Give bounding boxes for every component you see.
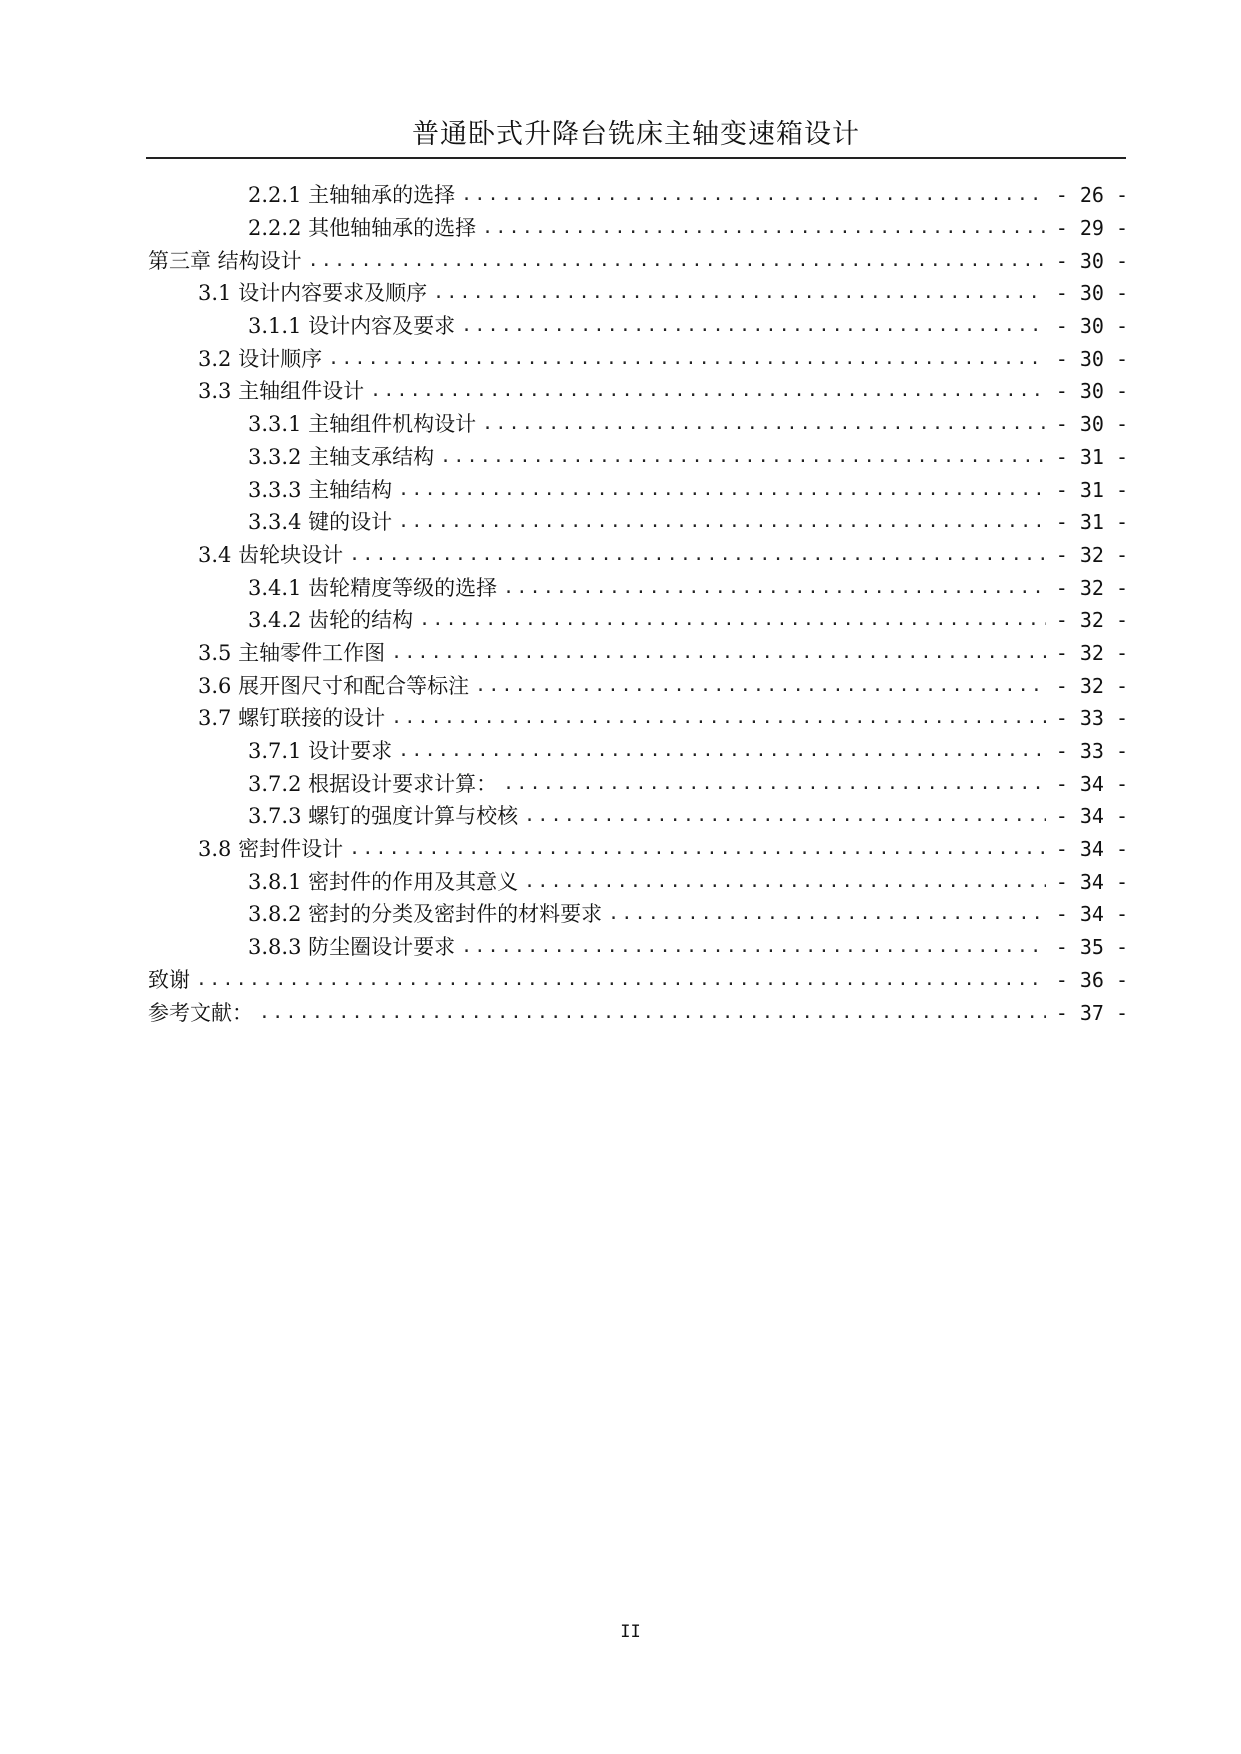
- toc-entry-page: - 31 -: [1055, 477, 1128, 502]
- toc-dot-leader: [608, 898, 1046, 930]
- toc-dot-leader: [398, 735, 1046, 767]
- toc-dot-leader: [440, 441, 1046, 473]
- toc-entry-title: 3.3.1 主轴组件机构设计: [248, 412, 477, 437]
- toc-entry[interactable]: [148, 604, 1128, 637]
- toc-entry-page: - 37 -: [1055, 1000, 1128, 1025]
- toc-dot-leader: [398, 474, 1046, 506]
- toc-entry-title: 2.2.2 其他轴轴承的选择: [248, 216, 477, 241]
- toc-dot-leader: [482, 408, 1046, 440]
- toc-entry-page: - 31 -: [1055, 510, 1128, 535]
- toc-entry[interactable]: [148, 637, 1128, 670]
- toc-entry-page: - 30 -: [1055, 281, 1128, 306]
- toc-entry-title: 致谢: [148, 967, 190, 992]
- toc-entry-title: 3.2 设计顺序: [198, 346, 323, 371]
- toc-entry-page: - 30 -: [1055, 314, 1128, 339]
- page-header-title: 普通卧式升降台铣床主轴变速箱设计: [412, 119, 860, 150]
- toc-dot-leader: [503, 768, 1046, 800]
- toc-entry-title: 3.3 主轴组件设计: [198, 379, 365, 404]
- toc-entry[interactable]: [148, 996, 1128, 1029]
- toc-entry-page: - 30 -: [1055, 346, 1128, 371]
- toc-entry[interactable]: [148, 212, 1128, 245]
- toc-dot-leader: [461, 179, 1046, 211]
- toc-entry[interactable]: [148, 539, 1128, 572]
- toc-dot-leader: [370, 375, 1046, 407]
- toc-dot-leader: [461, 931, 1046, 963]
- toc-entry[interactable]: [148, 179, 1128, 212]
- toc-dot-leader: [503, 572, 1046, 604]
- toc-entry-page: - 30 -: [1055, 412, 1128, 437]
- toc-dot-leader: [475, 670, 1046, 702]
- toc-entry-page: - 32 -: [1055, 673, 1128, 698]
- toc-entry-page: - 30 -: [1055, 248, 1128, 273]
- toc-entry-title: 参考文献：: [148, 1000, 253, 1025]
- toc-entry-title: 3.1.1 设计内容及要求: [248, 314, 456, 339]
- toc-entry-title: 3.8.3 防尘圈设计要求: [248, 935, 456, 960]
- toc-entry-title: 3.3.4 键的设计: [248, 510, 393, 535]
- toc-dot-leader: [461, 310, 1046, 342]
- toc-entry-page: - 26 -: [1055, 183, 1128, 208]
- toc-entry[interactable]: [148, 931, 1128, 964]
- header-rule: [146, 157, 1126, 159]
- toc-entry-title: 3.3.3 主轴结构: [248, 477, 393, 502]
- toc-entry[interactable]: [148, 244, 1128, 277]
- toc-entry-title: 3.4.1 齿轮精度等级的选择: [248, 575, 498, 600]
- toc-entry-page: - 34 -: [1055, 771, 1128, 796]
- toc-entry[interactable]: [148, 702, 1128, 735]
- toc-entry-title: 3.8 密封件设计: [198, 837, 344, 862]
- toc-entry-title: 3.7 螺钉联接的设计: [198, 706, 386, 731]
- toc-entry-title: 2.2.1 主轴轴承的选择: [248, 183, 456, 208]
- toc-entry-page: - 36 -: [1055, 967, 1128, 992]
- toc-entry[interactable]: [148, 277, 1128, 310]
- toc-entry[interactable]: [148, 800, 1128, 833]
- toc-entry-title: 3.6 展开图尺寸和配合等标注: [198, 673, 470, 698]
- toc-dot-leader: [328, 343, 1046, 375]
- toc-entry-page: - 32 -: [1055, 640, 1128, 665]
- toc-entry-title: 3.7.3 螺钉的强度计算与校核: [248, 804, 519, 829]
- toc-entry-page: - 31 -: [1055, 444, 1128, 469]
- toc-entry-page: - 34 -: [1055, 902, 1128, 927]
- toc-dot-leader: [482, 212, 1046, 244]
- toc-dot-leader: [398, 506, 1046, 538]
- toc-dot-leader: [524, 800, 1046, 832]
- toc-entry-page: - 30 -: [1055, 379, 1128, 404]
- toc-entry[interactable]: [148, 441, 1128, 474]
- toc-entry-title: 3.3.2 主轴支承结构: [248, 444, 435, 469]
- toc-entry-title: 3.7.2 根据设计要求计算：: [248, 771, 498, 796]
- toc-entry-title: 第三章 结构设计: [148, 248, 302, 273]
- toc-entry-page: - 32 -: [1055, 542, 1128, 567]
- toc-entry-title: 3.1 设计内容要求及顺序: [198, 281, 428, 306]
- toc-entry-page: - 29 -: [1055, 216, 1128, 241]
- toc-entry[interactable]: [148, 375, 1128, 408]
- toc-dot-leader: [391, 637, 1046, 669]
- toc-entry[interactable]: [148, 571, 1128, 604]
- toc-entry-page: - 34 -: [1055, 869, 1128, 894]
- toc-entry-title: 3.8.2 密封的分类及密封件的材料要求: [248, 902, 603, 927]
- toc-entry-title: 3.8.1 密封件的作用及其意义: [248, 869, 519, 894]
- toc-dot-leader: [524, 866, 1046, 898]
- table-of-contents: [148, 179, 1128, 1029]
- toc-entry[interactable]: [148, 898, 1128, 931]
- toc-entry[interactable]: [148, 506, 1128, 539]
- toc-entry[interactable]: [148, 342, 1128, 375]
- toc-entry-title: 3.4.2 齿轮的结构: [248, 608, 414, 633]
- toc-entry-page: - 33 -: [1055, 706, 1128, 731]
- toc-entry[interactable]: [148, 310, 1128, 343]
- toc-entry[interactable]: [148, 833, 1128, 866]
- toc-dot-leader: [308, 245, 1046, 277]
- toc-entry-page: - 35 -: [1055, 935, 1128, 960]
- toc-dot-leader: [419, 604, 1046, 636]
- toc-dot-leader: [433, 277, 1046, 309]
- toc-dot-leader: [259, 997, 1046, 1029]
- toc-entry-page: - 34 -: [1055, 837, 1128, 862]
- toc-entry[interactable]: [148, 408, 1128, 441]
- toc-entry[interactable]: [148, 473, 1128, 506]
- toc-entry-page: - 32 -: [1055, 575, 1128, 600]
- toc-entry[interactable]: [148, 767, 1128, 800]
- toc-entry[interactable]: [148, 964, 1128, 997]
- toc-dot-leader: [349, 539, 1046, 571]
- toc-dot-leader: [196, 964, 1046, 996]
- page-number: II: [620, 1622, 641, 1642]
- toc-entry-title: 3.7.1 设计要求: [248, 739, 393, 764]
- toc-entry-title: 3.5 主轴零件工作图: [198, 640, 386, 665]
- toc-entry[interactable]: [148, 865, 1128, 898]
- toc-dot-leader: [391, 702, 1046, 734]
- toc-entry-page: - 34 -: [1055, 804, 1128, 829]
- toc-entry[interactable]: [148, 669, 1128, 702]
- toc-entry[interactable]: [148, 735, 1128, 768]
- toc-entry-page: - 33 -: [1055, 739, 1128, 764]
- toc-dot-leader: [349, 833, 1046, 865]
- toc-entry-page: - 32 -: [1055, 608, 1128, 633]
- toc-entry-title: 3.4 齿轮块设计: [198, 542, 344, 567]
